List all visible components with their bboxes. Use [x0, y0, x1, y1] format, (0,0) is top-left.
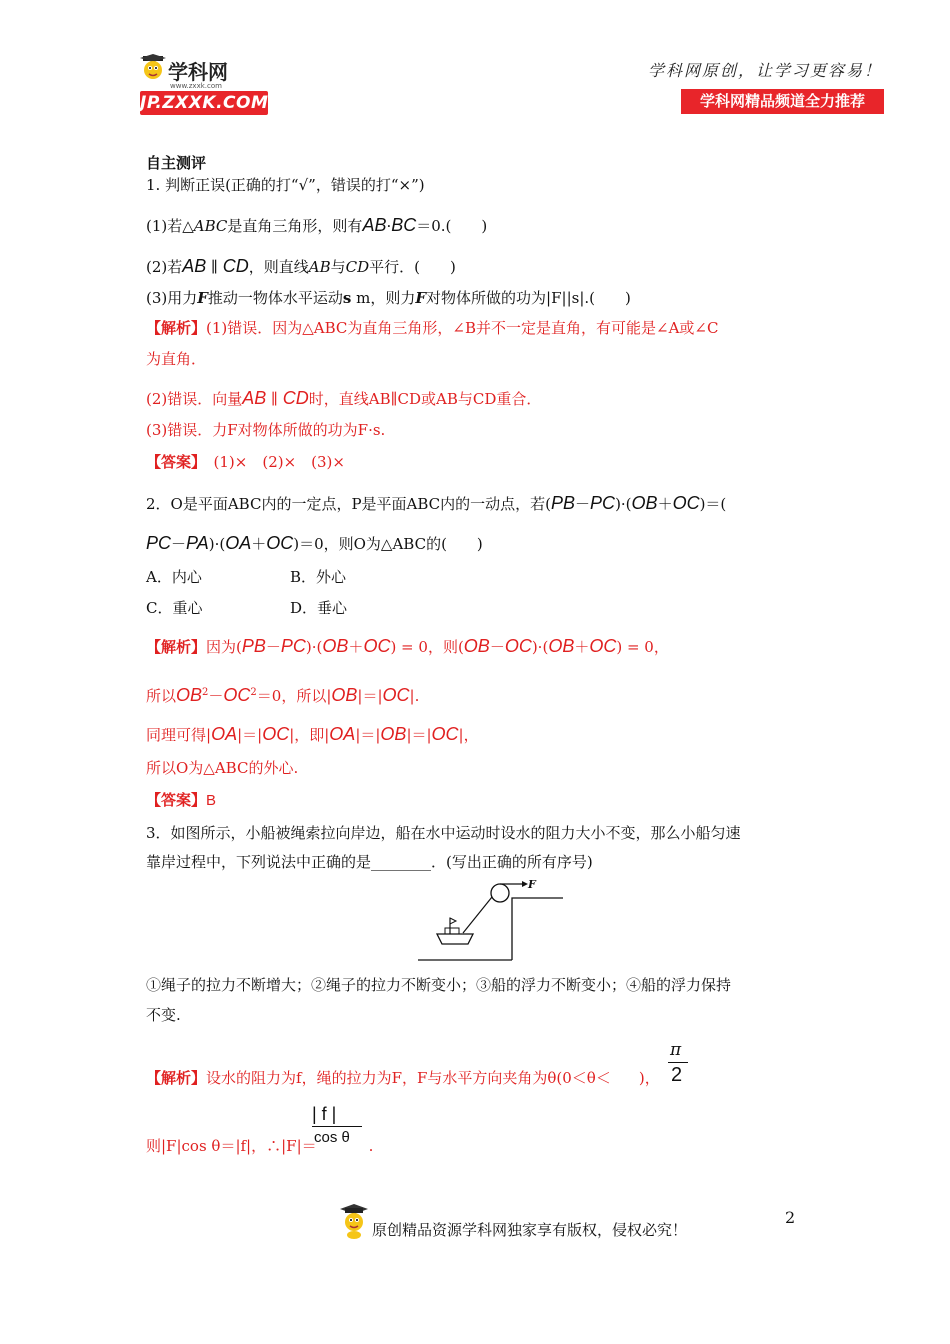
force-fraction-numerator: | f | [312, 1104, 337, 1124]
q3-choices-b: 不变. [146, 1006, 181, 1024]
q1-analysis-1b: 为直角． [146, 350, 207, 368]
force-fraction-denominator: cos θ [314, 1129, 350, 1146]
q1-analysis-3: (3)错误．力F对物体所做的功为F·s. [146, 421, 386, 439]
q2-analysis-1: 【解析】因为(PB－PC)·(OB＋OC) = 0，则(OB－OC)·(OB＋OC) = 0， [146, 636, 669, 656]
footer-mascot-icon [340, 1204, 368, 1240]
q2-option-d: D．垂心 [290, 599, 348, 617]
pi-denominator: 2 [671, 1064, 683, 1086]
q3-analysis-1: 【解析】设水的阻力为f，绳的拉力为F，F与水平方向夹角为θ(0＜θ＜ )， [146, 1069, 660, 1087]
q2-analysis-2: 所以$OB^2-OC^2=0$，所以|OB|＝|OC|. [146, 685, 420, 705]
recommend-banner: 学科网精品频道全力推荐 [681, 89, 884, 114]
q2-analysis-4: 所以O为△ABC的外心. [146, 759, 299, 777]
site-code-banner: JP.ZXXK.COM [140, 93, 269, 113]
logo-mascot-icon [140, 54, 166, 82]
q2-option-c: C．重心 [146, 599, 203, 617]
pi-numerator: π [670, 1040, 682, 1060]
q3-stem-a: 3．如图所示，小船被绳索拉向岸边，船在水中运动时设水的阻力大小不变，那么小船匀速 [146, 824, 741, 842]
q2-option-b: B．外心 [290, 568, 347, 586]
boat-pulley-figure [415, 878, 565, 963]
page-number: 2 [785, 1208, 796, 1227]
q2-stem-a: 2．O是平面ABC内的一定点，P是平面ABC内的一动点，若(PB－PC)·(OB＋OC)＝( [146, 493, 727, 513]
q3-choices-a: ①绳子的拉力不断增大；②绳子的拉力不断变小；③船的浮力不断变小；④船的浮力保持 [146, 976, 732, 994]
section-title: 自主测评 [146, 154, 207, 172]
logo-text: 学科网 [168, 60, 228, 84]
q2-analysis-3: 同理可得|OA|＝|OC|，即|OA|＝|OB|＝|OC|， [146, 724, 479, 744]
q1-item-1: (1)若△ABC是直角三角形，则有AB·BC＝0.( ) [146, 215, 488, 235]
q1-item-2: (2)若AB ∥ CD，则直线AB与CD平行．( ) [146, 256, 456, 276]
q1-answer: 【答案】 (1)× (2)× (3)× [146, 453, 345, 471]
fraction-bar [668, 1062, 688, 1063]
q1-analysis-1: 【解析】(1)错误．因为△ABC为直角三角形，∠B并不一定是直角，有可能是∠A或∠C [146, 319, 719, 337]
q2-answer: 【答案】B [146, 791, 217, 809]
force-fraction-bar [312, 1126, 362, 1127]
q1-stem: 1. 判断正误(正确的打“√”，错误的打“×”) [146, 176, 425, 194]
figure-force-label: F [528, 878, 536, 891]
q1-analysis-2: (2)错误．向量AB ∥ CD时，直线AB∥CD或AB与CD重合． [146, 388, 542, 408]
logo-url: www.zxxk.com [170, 82, 222, 90]
q3-stem-b: 靠岸过程中，下列说法中正确的是________．(写出正确的所有序号) [146, 853, 593, 871]
q2-stem-b: PC－PA)·(OA＋OC)＝0，则O为△ABC的( ) [146, 533, 483, 553]
q2-option-a: A．内心 [146, 568, 202, 586]
slogan: 学科网原创，让学习更容易！ [648, 61, 883, 80]
footer-copyright: 原创精品资源学科网独家享有版权，侵权必究！ [372, 1221, 688, 1239]
q3-analysis-2: 则|F|cos θ＝|f|，∴|F|＝ . [146, 1137, 374, 1155]
q1-item-3: (3)用力F推动一物体水平运动s m，则力F对物体所做的功为|F||s|.( ) [146, 289, 631, 307]
